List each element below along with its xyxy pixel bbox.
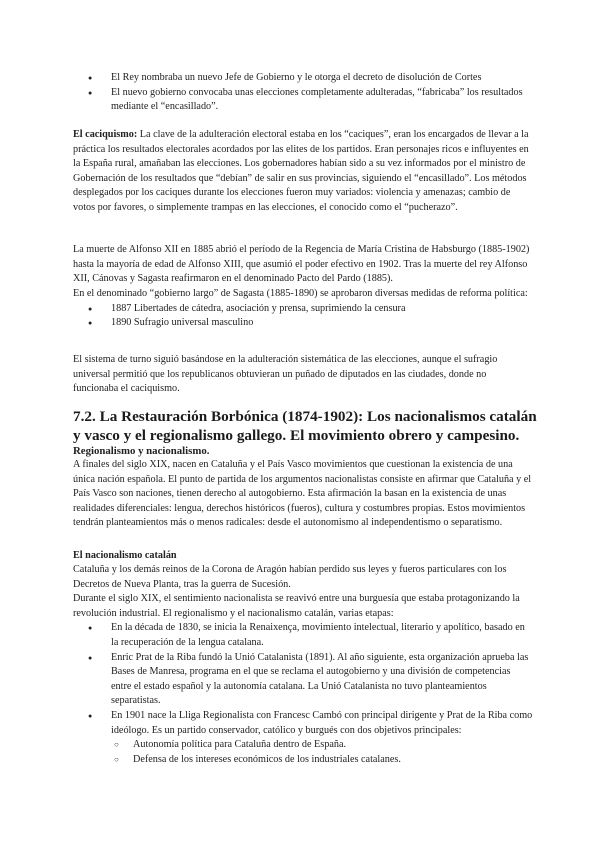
catalan-block [73, 563, 533, 767]
election-steps-list [73, 71, 533, 115]
regionalismo-paragraph: A finales del siglo XIX, nacen en Cataluña y el País Vasco movimientos que cuestionan la existencia de una única nación española. El punto de partida de los argumentos nacionalistas consiste en afirmar que Cataluña y el País Vasco son naciones, tienen derecho al autogobierno. Esta afirmación la basan en la existencia de unas realidades diferenciales: lengua, derechos históricos (fueros), cultura y costumbres propias. Estos movimientos tendrán planteamientos más o menos radicales: desde el autonomismo al independentismo o separatismo. [73, 459, 532, 529]
sub-list-item: ○ Autonomía política para Cataluña dentro de España. [73, 738, 533, 753]
list-item: ● El nuevo gobierno convocaba unas elecciones completamente adulteradas, “fabricaba” los resultados mediante el “encasillado”. [73, 86, 533, 115]
catalan-heading: El nacionalismo catalán [73, 550, 177, 561]
list-item: ● En la década de 1830, se inicia la Renaixença, movimiento intelectual, literario y apolítico, basado en la recuperación de la lengua catalana. [73, 621, 533, 650]
gobierno-largo-text: En el denominado “gobierno largo” de Sagasta (1885-1890) se aprobaron diversas medidas de reforma política: [73, 288, 528, 299]
caciquismo-paragraph [73, 128, 533, 216]
reform-list [73, 302, 533, 331]
caciquismo-text: La clave de la adulteración electoral estaba en los “caciques”, eran los encargados de llevar a la práctica los resultados electorales acordados por las elites de los partidos. Eran personajes ricos e influyentes en la España rural, amañaban las elecciones. Los gobernadores habían sido a su vez informados por el ministro de Gobernación de los resultados que “debían” de salir en sus provincias, siguiendo el “encasillado”. Los métodos desplegados por los caciques durante los elecciones fueron muy variados: violencia y amenazas; cambio de votos por favores, o simplemente trampas en las elecciones, el conocido como el “pucherazo”. [73, 129, 529, 213]
sub-list-item: ○ Defensa de los intereses económicos de los industriales catalanes. [73, 753, 533, 768]
list-item: ● 1887 Libertades de cátedra, asociación y prensa, suprimiendo la censura [73, 302, 533, 317]
lliga-objectives-list [73, 738, 533, 767]
caciquismo-label: El caciquismo: [73, 129, 138, 140]
alfonso-paragraph: La muerte de Alfonso XII en 1885 abrió el período de la Regencia de María Cristina de Habsburgo (1885-1902) hasta la mayoría de edad de Alfonso XIII, que asumió el poder efectivo en 1902. Tras la muerte del rey Alfonso XII, Cánovas y Sagasta reafirmaron en el denominado Pacto del Pardo (1885). [73, 244, 530, 285]
gobierno-largo-block [73, 287, 533, 331]
list-item: ● 1890 Sufragio universal masculino [73, 316, 533, 331]
catalan-text-2: Durante el siglo XIX, el sentimiento nacionalista se reavivó entre una burguesía que estaba protagonizando la revolución industrial. El regionalismo y el nacionalismo catalán, varias etapas: [73, 593, 520, 619]
catalan-text-1: Cataluña y los demás reinos de la Corona de Aragón habían perdido sus leyes y fueros particulares con los Decretos de Nueva Planta, tras la guerra de Sucesión. [73, 564, 507, 590]
sistema-turno-paragraph: El sistema de turno siguió basándose en la adulteración sistemática de las elecciones, aunque el sufragio universal permitió que los republicanos obtuvieran un puñado de diputados en las ciudades, donde no funcionaba el caciquismo. [73, 354, 498, 395]
list-item: ● En 1901 nace la Lliga Regionalista con Francesc Cambó con principal dirigente y Prat de la Riba como ideólogo. Es un partido conservador, católico y burgués con dos objetivos principales: [73, 709, 533, 738]
list-item: ● Enric Prat de la Riba fundó la Unió Catalanista (1891). Al año siguiente, esta organización aprueba las Bases de Manresa, programa en el que se reclama el autogobierno y una división de competencias entre el estado español y la autonomía catalana. La Unió Catalanista no tuvo planteamientos separatistas. [73, 651, 533, 709]
section-title: 7.2. La Restauración Borbónica (1874-1902): Los nacionalismos catalán y vasco y el regionalismo gallego. El movimiento obrero y campesino. [73, 408, 537, 444]
list-item: ● El Rey nombraba un nuevo Jefe de Gobierno y le otorga el decreto de disolución de Cortes [73, 71, 533, 86]
catalan-stages-list [73, 621, 533, 738]
subsection-title: Regionalismo y nacionalismo. [73, 445, 210, 457]
